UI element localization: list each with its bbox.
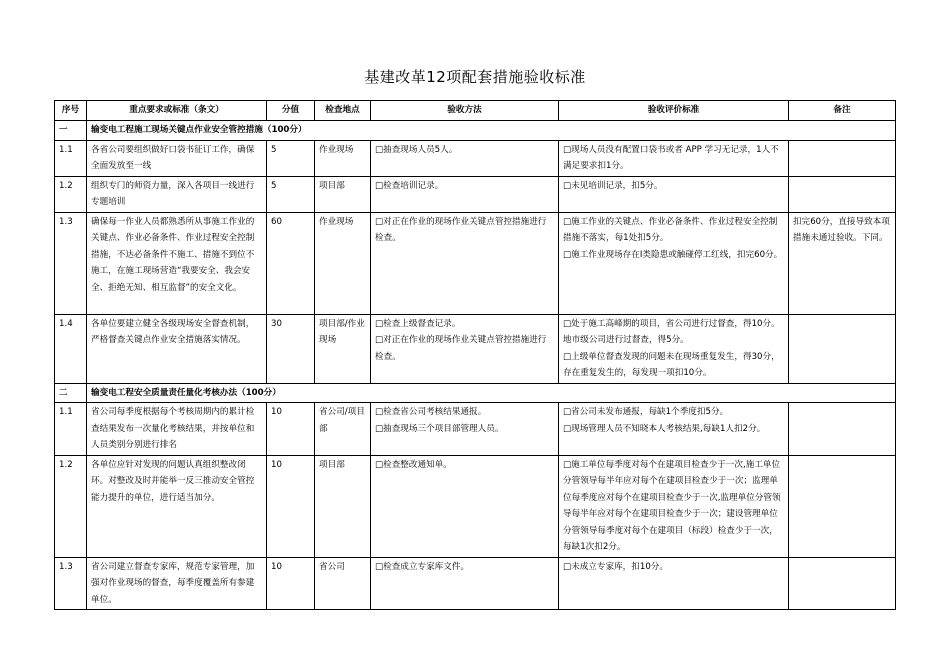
header-requirement: 重点要求或标准（条文） bbox=[87, 101, 267, 121]
place-cell: 省公司/项目部 bbox=[315, 403, 371, 456]
score-cell: 5 bbox=[267, 176, 315, 212]
requirement-cell: 各单位应针对发现的问题认真组织整改闭环。对整改及时并能举一反三推动安全管控能力提升的单位，进行适当加分。 bbox=[87, 455, 267, 557]
method-cell bbox=[371, 140, 559, 176]
score-cell: 5 bbox=[267, 140, 315, 176]
note-cell bbox=[789, 455, 896, 557]
method-cell-line: □检查培训记录。 bbox=[375, 180, 444, 191]
evaluation-cell-line: □省公司未发布通报，每缺1个季度扣5分。 bbox=[563, 407, 729, 417]
evaluation-cell-line: □未成立专家库，扣10分。 bbox=[563, 561, 668, 572]
evaluation-cell bbox=[559, 455, 789, 557]
header-score: 分值 bbox=[267, 101, 315, 121]
requirement-cell: 各省公司要组织做好口袋书征订工作，确保全面发放至一线 bbox=[87, 140, 267, 176]
evaluation-cell-line: □处于施工高峰期的项目，省公司进行过督查，得10分。地市级公司进行过督查，得5分。 bbox=[563, 318, 780, 345]
requirement-cell: 确保每一作业人员都熟悉所从事施工作业的关键点、作业必备条件、作业过程安全控制措施，不达必备条件不施工、措施不到位不施工，在施工现场营造“我要安全、我会安全、拒绝无知、相互监督”的安全文化。 bbox=[87, 212, 267, 314]
header-place: 检查地点 bbox=[315, 101, 371, 121]
method-cell-line: □抽查现场人员5人。 bbox=[375, 144, 458, 155]
evaluation-cell bbox=[559, 557, 789, 610]
method-cell bbox=[371, 314, 559, 383]
evaluation-cell-line: □未见培训记录，扣5分。 bbox=[563, 180, 663, 191]
header-method: 验收方法 bbox=[371, 101, 559, 121]
row-number: 1.1 bbox=[55, 403, 87, 456]
table-row bbox=[55, 176, 896, 212]
note-cell bbox=[789, 176, 896, 212]
header-evaluation: 验收评价标准 bbox=[559, 101, 789, 121]
place-cell: 项目部 bbox=[315, 176, 371, 212]
section-title: 输变电工程施工现场关键点作业安全管控措施（100分） bbox=[87, 121, 896, 141]
evaluation-cell bbox=[559, 403, 789, 456]
method-cell-line: □检查整改通知单。 bbox=[375, 459, 452, 470]
table-row bbox=[55, 314, 896, 383]
note-cell bbox=[789, 403, 896, 456]
place-cell: 省公司 bbox=[315, 557, 371, 610]
table-row bbox=[55, 455, 896, 557]
method-cell bbox=[371, 557, 559, 610]
row-number: 1.2 bbox=[55, 176, 87, 212]
row-number: 1.1 bbox=[55, 140, 87, 176]
method-cell-line: □对正在作业的现场作业关键点管控措施进行检查。 bbox=[375, 335, 547, 362]
section-row bbox=[55, 383, 896, 403]
table-row bbox=[55, 212, 896, 314]
note-cell bbox=[789, 140, 896, 176]
evaluation-cell bbox=[559, 140, 789, 176]
standards-table bbox=[54, 100, 896, 610]
score-cell: 30 bbox=[267, 314, 315, 383]
requirement-cell: 组织专门的师资力量，深入各项目一线进行专题培训 bbox=[87, 176, 267, 212]
evaluation-cell bbox=[559, 314, 789, 383]
method-cell bbox=[371, 176, 559, 212]
method-cell-line: □检查上级督查记录。 bbox=[375, 318, 461, 329]
method-cell-line: □检查成立专家库文件。 bbox=[375, 561, 470, 572]
evaluation-cell-line: □现场管理人员不知晓本人考核结果,每缺1人扣2分。 bbox=[563, 423, 766, 434]
row-number: 1.4 bbox=[55, 314, 87, 383]
evaluation-cell bbox=[559, 212, 789, 314]
method-cell-line: □对正在作业的现场作业关键点管控措施进行检查。 bbox=[375, 216, 547, 243]
note-cell: 扣完60分，直接导致本项措施未通过验收。下同。 bbox=[789, 212, 896, 314]
table-row bbox=[55, 557, 896, 610]
place-cell: 作业现场 bbox=[315, 140, 371, 176]
requirement-cell: 各单位要建立健全各级现场安全督查机制，严格督查关键点作业安全措施落实情况。 bbox=[87, 314, 267, 383]
method-cell bbox=[371, 455, 559, 557]
evaluation-cell bbox=[559, 176, 789, 212]
score-cell: 60 bbox=[267, 212, 315, 314]
score-cell: 10 bbox=[267, 557, 315, 610]
place-cell: 项目部 bbox=[315, 455, 371, 557]
score-cell: 10 bbox=[267, 455, 315, 557]
row-number: 1.3 bbox=[55, 212, 87, 314]
section-title: 输变电工程安全质量责任量化考核办法（100分） bbox=[87, 383, 896, 403]
evaluation-cell-line: □施工单位每季度对每个在建项目检查少于一次,施工单位分管领导每半年应对每个在建项目检查少于一次；监理单位每季度应对每个在建项目检查少于一次,监理单位分管领导每半年应对每个在建项目检查少于一次；建设管理单位分管领导每季度对每个在建项目（标段）检查少于一次，每缺1次扣2分。 bbox=[563, 459, 781, 552]
header-no: 序号 bbox=[55, 101, 87, 121]
requirement-cell: 省公司每季度根据每个考核周期内的累计检查结果发布一次量化考核结果，并按单位和人员类别分别进行排名 bbox=[87, 403, 267, 456]
row-number: 1.2 bbox=[55, 455, 87, 557]
score-cell: 10 bbox=[267, 403, 315, 456]
table-row bbox=[55, 140, 896, 176]
evaluation-cell-line: □现场人员没有配置口袋书或者 APP 学习无记录，1人不满足要求扣1分。 bbox=[563, 144, 779, 171]
method-cell-line: □检查省公司考核结果通报。 bbox=[375, 407, 487, 417]
table-row bbox=[55, 403, 896, 456]
evaluation-cell-line: □上级单位督查发现的问题未在现场重复发生，得30分，存在重复发生的，每发现一项扣10分。 bbox=[563, 351, 780, 378]
requirement-cell: 省公司建立督查专家库，规范专家管理，加强对作业现场的督查，每季度覆盖所有参建单位。 bbox=[87, 557, 267, 610]
section-row bbox=[55, 121, 896, 141]
page-title: 基建改革12项配套措施验收标准 bbox=[364, 68, 586, 86]
header-note: 备注 bbox=[789, 101, 896, 121]
method-cell bbox=[371, 212, 559, 314]
row-number: 1.3 bbox=[55, 557, 87, 610]
method-cell-line: □抽查现场三个项目部管理人员。 bbox=[375, 423, 504, 434]
table-header-row bbox=[55, 101, 896, 121]
section-number: 一 bbox=[55, 121, 87, 141]
evaluation-cell-line: □施工作业现场存在I类隐患或触碰停工红线，扣完60分。 bbox=[563, 249, 783, 260]
section-number: 二 bbox=[55, 383, 87, 403]
note-cell bbox=[789, 314, 896, 383]
method-cell bbox=[371, 403, 559, 456]
evaluation-cell-line: □施工作业的关键点、作业必备条件、作业过程安全控制措施不落实，每1处扣5分。 bbox=[563, 216, 778, 243]
place-cell: 项目部/作业现场 bbox=[315, 314, 371, 383]
place-cell: 作业现场 bbox=[315, 212, 371, 314]
note-cell bbox=[789, 557, 896, 610]
